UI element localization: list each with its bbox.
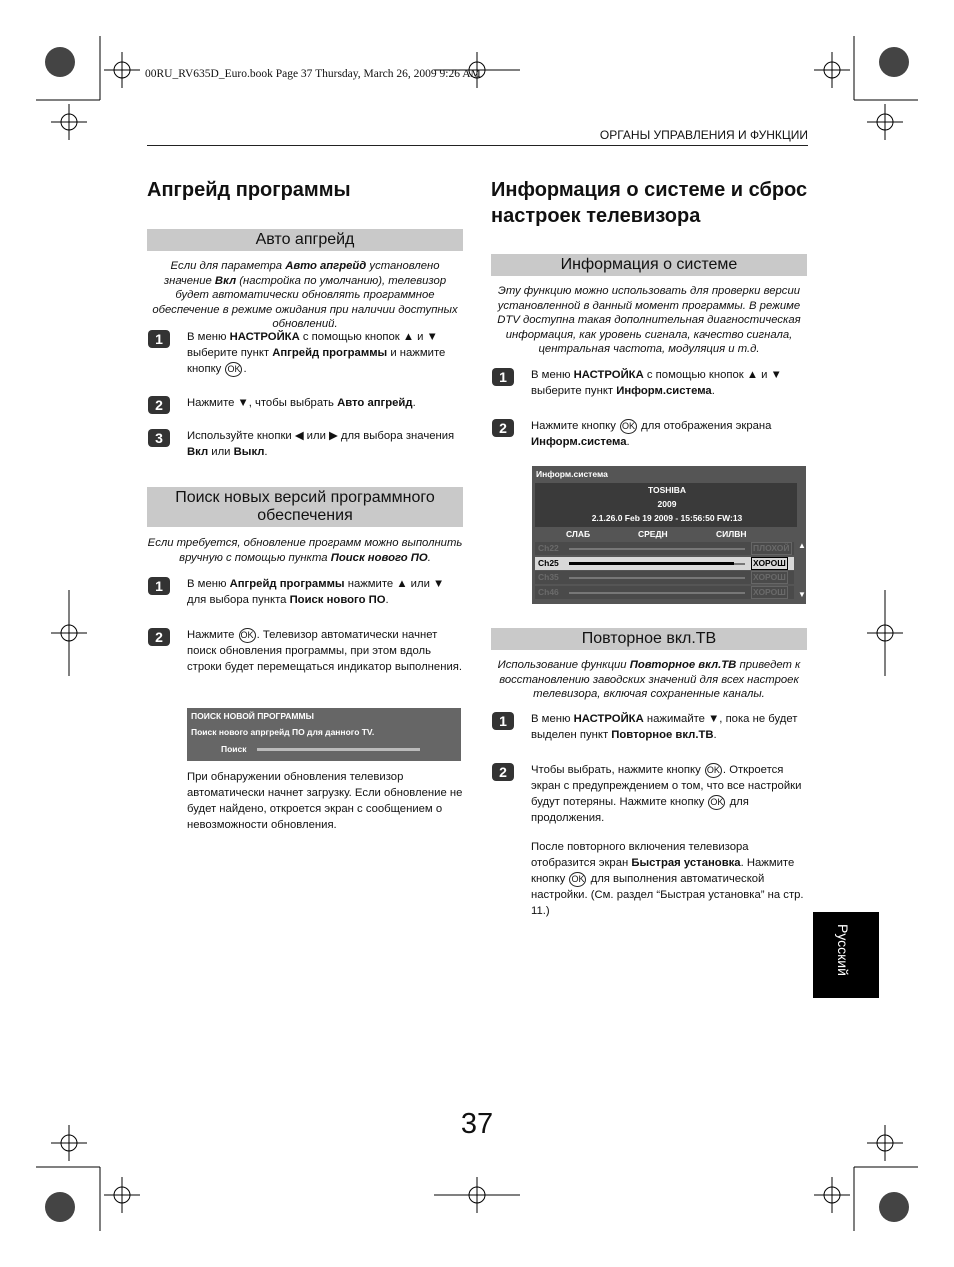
step-text xyxy=(187,576,463,608)
text-run: . xyxy=(713,729,717,741)
text-run: нажимайте ▼, пока не будет выделен пункт xyxy=(531,713,798,741)
registration-mark-icon xyxy=(51,590,87,676)
step xyxy=(492,712,807,746)
step xyxy=(148,628,463,694)
channel-row xyxy=(535,586,794,599)
intro-search xyxy=(147,536,463,565)
step xyxy=(148,429,463,463)
text-run: Нажмите ▼, чтобы выбрать xyxy=(187,397,338,409)
text-run: . xyxy=(243,363,247,375)
header-rule xyxy=(147,145,808,146)
column-weak: СЛАБ xyxy=(566,529,591,539)
step-number-badge: 1 xyxy=(492,712,514,730)
step-number-badge: 1 xyxy=(148,577,170,595)
step-number-badge: 2 xyxy=(492,763,514,781)
bold-term: Вкл xyxy=(214,274,237,287)
after-reset-text xyxy=(531,839,809,919)
registration-mark-icon xyxy=(434,1177,520,1213)
ok-button-icon: OK xyxy=(708,795,725,810)
text-run: В меню xyxy=(187,578,230,590)
step-text xyxy=(531,711,807,743)
text-run: установлено значение xyxy=(163,260,440,287)
step-text xyxy=(531,762,807,826)
text-run: (настройка по умолчанию), телевизор будет автоматически обновлять программное обеспечение в режиме ожидания при наличии доступных обновлений. xyxy=(152,274,458,330)
signal-bar-track xyxy=(569,563,745,565)
step-number-badge: 1 xyxy=(148,330,170,348)
bold-term: НАСТРОЙКА xyxy=(573,713,644,725)
text-run: с помощью кнопок ▲ и ▼ выберите пункт xyxy=(531,369,782,397)
text-run: . xyxy=(626,436,630,448)
scroll-up-icon[interactable]: ▲ xyxy=(798,541,806,550)
system-info-screen xyxy=(532,466,806,604)
text-run: с помощью кнопок ▲ и ▼ выберите пункт xyxy=(187,331,438,359)
intro-system-info xyxy=(491,284,807,357)
channel-label: Ch22 xyxy=(538,543,559,553)
bold-term: Вкл xyxy=(187,446,209,458)
chapter-title: ОРГАНЫ УПРАВЛЕНИЯ И ФУНКЦИИ xyxy=(599,128,808,142)
signal-bar-fill xyxy=(569,562,734,565)
registration-mark-icon xyxy=(867,590,903,676)
ok-button-icon: OK xyxy=(569,872,586,887)
ok-button-icon: OK xyxy=(225,362,242,377)
step-text xyxy=(187,395,463,411)
text-run: . xyxy=(412,397,416,409)
text-run: Нажмите кнопку xyxy=(531,420,619,432)
text-run: Чтобы выбрать, нажмите кнопку xyxy=(531,764,704,776)
scroll-down-icon[interactable]: ▼ xyxy=(798,590,806,599)
after-search-text: При обнаружении обновления телевизор автоматически начнет загрузку. Если обновление не будет найдено, откроется экран с сообщением о невозможности обновления. xyxy=(187,771,463,831)
registration-mark-icon xyxy=(104,1177,140,1213)
step-number-badge: 3 xyxy=(148,429,170,447)
text-run: . xyxy=(385,594,389,606)
text-run: В меню xyxy=(531,713,574,725)
ok-button-icon: OK xyxy=(620,419,637,434)
registration-mark-icon xyxy=(104,52,140,88)
column-medium: СРЕДН xyxy=(638,529,668,539)
step-text xyxy=(187,627,463,675)
channel-row xyxy=(535,557,794,570)
signal-status: ХОРОШ xyxy=(753,557,786,568)
signal-status: ХОРОШ xyxy=(753,586,786,597)
registration-mark-icon xyxy=(867,104,903,140)
step-text xyxy=(187,428,463,460)
step xyxy=(492,368,807,402)
step-text xyxy=(531,418,807,450)
year: 2009 xyxy=(657,499,677,509)
section-title-system-info: Информация о системе и сброс настроек телевизора xyxy=(491,179,808,227)
step-number-badge: 1 xyxy=(492,368,514,386)
bold-term: НАСТРОЙКА xyxy=(229,331,300,343)
step xyxy=(492,419,807,453)
ok-button-icon: OK xyxy=(705,763,722,778)
text-run: . xyxy=(711,385,715,397)
page-number: 37 xyxy=(460,1108,494,1140)
bold-term: Авто апгрейд xyxy=(285,260,367,272)
text-run: для продолжения. xyxy=(531,796,749,824)
text-run: нажмите ▲ или ▼ для выбора пункта xyxy=(187,578,445,606)
text-run: Если требуется, обновление программ можно выполнить вручную с помощью пункта xyxy=(147,537,463,564)
registration-mark-icon xyxy=(51,104,87,140)
signal-bar-track xyxy=(569,577,745,579)
channel-label: Ch25 xyxy=(538,557,559,568)
section-title-upgrade: Апгрейд программы xyxy=(147,179,351,201)
text-run: . xyxy=(427,551,431,564)
progress-label: Поиск xyxy=(221,744,247,754)
language-tab xyxy=(813,912,879,998)
step xyxy=(148,330,463,380)
bold-term: Информ.система xyxy=(616,385,712,397)
step xyxy=(148,396,463,416)
screen-title: Информ.система xyxy=(536,469,608,479)
text-run: Если для параметра xyxy=(170,260,286,272)
bold-term: Повторное вкл.ТВ xyxy=(629,659,737,671)
registration-mark-icon xyxy=(867,1125,903,1161)
ok-button-icon: OK xyxy=(239,628,256,643)
channel-label: Ch35 xyxy=(538,572,559,582)
registration-mark-icon xyxy=(814,1177,850,1213)
text-run: . Откроется экран с предупреждением о том, что все настройки будут потеряны. Нажмите кнопку xyxy=(531,764,802,808)
subsection-heading-search-new: Поиск новых версий программного обеспечения xyxy=(147,487,463,527)
bold-term: Апгрейд программы xyxy=(229,578,345,590)
text-run: для отображения экрана xyxy=(638,420,772,432)
subsection-heading-reset: Повторное вкл.ТВ xyxy=(491,628,807,650)
signal-status: ПЛОХОЙ xyxy=(753,543,790,553)
text-run: Эту функцию можно использовать для проверки версии установленной в данный момент программы. В режиме DTV доступна такая дополнительная диагностическая информация, как уровень сигнала, качество сигнала, центральная частота, модуляция и т.д. xyxy=(497,285,801,355)
bold-term: Поиск нового ПО xyxy=(330,551,428,564)
text-run: . Телевизор автоматически начнет поиск обновления программы, при этом вдоль строки будет перемещаться индикатор выполнения. xyxy=(187,629,463,673)
screen-message: Поиск нового апргрейд ПО для данного TV. xyxy=(191,727,375,737)
subsection-heading-auto-upgrade: Авто апгрейд xyxy=(147,229,463,251)
text-run: приведет к восстановлению заводских значений для всех настроек телевизора, включая сохраненные каналы. xyxy=(499,659,801,700)
step xyxy=(492,763,807,829)
registration-mark-icon xyxy=(51,1125,87,1161)
text-run: Нажмите xyxy=(187,629,238,641)
step-number-badge: 2 xyxy=(148,628,170,646)
step-number-badge: 2 xyxy=(492,419,514,437)
bold-term: Поиск нового ПО xyxy=(289,594,386,606)
bold-term: НАСТРОЙКА xyxy=(573,369,644,381)
firmware-version: 2.1.26.0 Feb 19 2009 - 15:56:50 FW:13 xyxy=(591,513,743,523)
column-strong: СИЛВН xyxy=(716,529,747,539)
text-run: После повторного включения телевизора отобразится экран xyxy=(531,841,749,869)
step-text xyxy=(187,329,463,377)
text-run: . xyxy=(264,446,268,458)
text-run: Используйте кнопки ◀ или ▶ для выбора значения xyxy=(187,430,455,442)
progress-bar xyxy=(257,748,420,751)
intro-auto-upgrade xyxy=(147,259,463,332)
text-run: В меню xyxy=(531,369,574,381)
channel-label: Ch46 xyxy=(538,586,559,597)
step-number-badge: 2 xyxy=(148,396,170,414)
text-run: и нажмите кнопку xyxy=(187,347,446,375)
subsection-heading-system-info: Информация о системе xyxy=(491,254,807,276)
text-run: Использование функции xyxy=(497,659,630,671)
text-run: В меню xyxy=(187,331,230,343)
brand: TOSHIBA xyxy=(647,485,687,495)
signal-bar-track xyxy=(569,592,745,594)
channel-row xyxy=(535,571,794,584)
text-run: . Нажмите кнопку xyxy=(531,857,795,885)
step xyxy=(148,577,463,611)
language-label: Русский xyxy=(835,924,851,976)
signal-bar-track xyxy=(569,548,745,550)
registration-mark-icon xyxy=(814,52,850,88)
text-run: для выполнения автоматической настройки. (См. раздел “Быстрая установка” на стр. 11.) xyxy=(531,873,804,917)
step-text xyxy=(531,367,807,399)
search-screen xyxy=(187,708,461,761)
bold-term: Повторное вкл.ТВ xyxy=(611,729,714,741)
bold-term: Информ.система xyxy=(531,436,627,448)
screen-title: ПОИСК НОВОЙ ПРОГРАММЫ xyxy=(191,711,314,721)
signal-status: ХОРОШ xyxy=(753,572,786,582)
bold-term: Авто апгрейд xyxy=(337,397,413,409)
bold-term: Апгрейд программы xyxy=(272,347,388,359)
intro-reset xyxy=(491,658,807,702)
text-run: или xyxy=(208,446,234,458)
print-slug: 00RU_RV635D_Euro.book Page 37 Thursday, March 26, 2009 9:26 AM xyxy=(145,68,481,80)
channel-row xyxy=(535,542,794,555)
bold-term: Выкл xyxy=(233,446,265,458)
bold-term: Быстрая установка xyxy=(631,857,741,869)
